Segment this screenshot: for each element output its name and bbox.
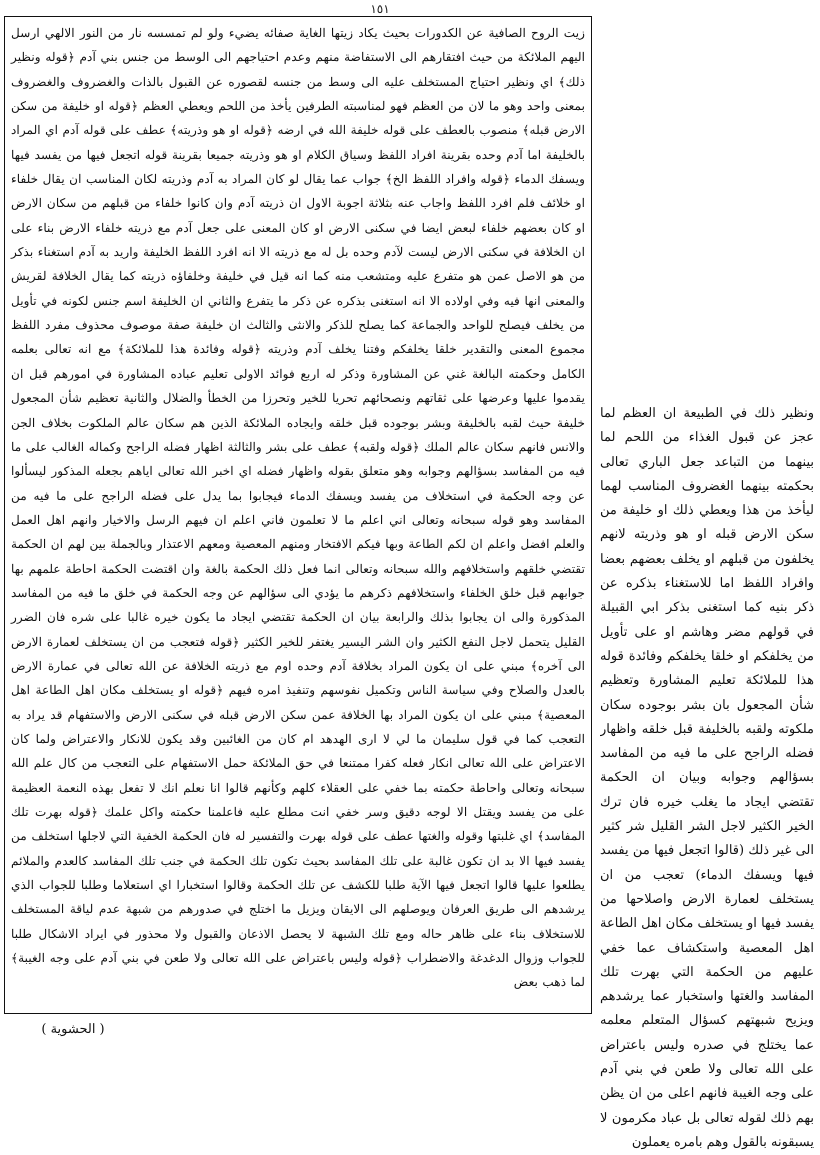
commentary-frame — [4, 16, 592, 1014]
margin-note-text: ونظير ذلك في الطبيعة ان العظم لما عجز عن قبول الغذاء من اللحم لما بينهما من التباعد جعل الباري تعالى بحكمته بينهما الغضروف المناسب لهما ليأخذ من هذا ويعطي ذلك او خليفة من سكن الارض قبله او هو وذريته لانهم يخلفون من قبلهم او يخلف بعضهم بعضا وافراد اللفظ اما للاستغناء بذكره عن ذكر بنيه كما استغنى بذكر ابي القبيلة في قولهم مضر وهاشم او على تأويل من يخلفكم او خلقا يخلفكم وفائدة قوله هذا للملائكة تعليم المشاورة وتعظيم شأن المجعول بان بشر بوجوده سكان ملكوته ولقبه بالخليفة قبل خلقه واظهار فضله الراجح على ما فيه من المفاسد بسؤالهم وجوابه وبيان ان الحكمة تقتضي ايجاد ما يغلب خيره فان ترك الخير الكثير لاجل الشر القليل شر كثير الى غير ذلك (قالوا اتجعل فيها من يفسد فيها ويسفك الدماء) تعجب من ان يستخلف لعمارة الارض واصلاحها من يفسد فيها او يستخلف مكان اهل الطاعة اهل المعصية واستكشاف عما خفي عليهم من الحكمة التي بهرت تلك المفاسد والغتها واستخبار عما يرشدهم ويزيح شبهتهم كسؤال المتعلم معلمه عما يختلج في صدره وليس باعتراض على الله تعالى ولا طعن في بني آدم على وجه الغيبة فانهم اعلى من ان يظن بهم ذلك لقوله تعالى بل عباد مكرمون لا يسبقونه بالقول وهم بامره يعملون — [600, 406, 814, 1150]
margin-note-column — [600, 402, 814, 1155]
catchword-footer: ( الحشوية ) — [41, 1022, 105, 1037]
commentary-text: زيت الروح الصافية عن الكدورات بحيث يكاد زيتها الغاية صفائه يضيء ولو لم تمسسه نار من النور الالهي ارسل اليهم الملائكة من حيث افتقارهم الى الاستفاضة منهم وعدم احتياجهم الى الوسط من جنس بني آدم ﴿قوله ونظير ذلك﴾ اي ونظير احتياج المستخلف عليه الى وسط من جنسه لقصوره عن القبول بالذات والغضروف والغضروف بمعنى واحد وهو ما لان من العظم فهو لمناسبته الطرفين يأخذ من اللحم ويعطي العظم ﴿قوله او خليفة من سكن الارض قبله﴾ منصوب بالعطف على قوله خليفة الله في ارضه ﴿قوله او هو وذريته﴾ عطف على قوله آدم اي المراد بالخليفة اما آدم وحده بقرينة افراد اللفظ وسياق الكلام او هو وذريته جميعا بقرينة قوله اتجعل فيها من يفسد فيها ويسفك الدماء ﴿قوله وافراد اللفظ الخ﴾ جواب عما يقال لو كان المراد به آدم وذريته لكان المناسب ان يقال خلفاء او خلائف فلم افرد اللفظ واجاب عنه بثلاثة اجوبة الاول ان ذريته آدم وان كانوا خلفاء من قبلهم من سكان الارض او كان بعضهم خلفاء لبعض ايضا في سكنى الارض او كان المعنى على جعل آدم مع ذريته خلفاء الارض بناء على ان الخلافة في سكنى الارض ليست لآدم وحده بل له مع ذريته الا انه افرد اللفظ الخليفة واريد به آدم استغناء بذكر من هو الاصل عمن هو متفرع عليه ومتشعب منه كما انه قيل في خليفة وخلفاؤه ذريته كما يقال الخلافة لقريش والمعنى انها فيه وفي اولاده الا انه استغنى بذكره عن ذكر ما يتفرع والثاني ان الخليفة اسم جنس لكونه في تأويل من يخلف فيصلح للواحد والجماعة كما يصلح للذكر والانثى والثالث ان خليفة صفة موصوف محذوف مفرد اللفظ مجموع المعنى والتقدير خلقا يخلفكم وفتنا يخلف آدم وذريته ﴿قوله وفائدة هذا للملائكة﴾ مع انه تعالى بعلمه الكامل وحكمته البالغة غني عن المشاورة وذكر له اربع فوائد الاولى تعليم عباده المشاورة في امورهم قبل ان يقدموا عليها وعرضها على ثقاتهم ونصحائهم تحريا للخير وتحرزا من الخطأ والضلال والثانية تعظيم شأن المجعول خليفة حيث لقبه بالخليفة وبشر بوجوده قبل خلقه وايجاده الملائكة الذين هم سكان عالم الملكوت بخلاف الجن والانس فانهم سكان عالم الملك ﴿قوله ولقبه﴾ عطف على بشر والثالثة اظهار فضله الراجح وكماله الغالب على ما فيه من المفاسد بسؤالهم وجوابه وهو متعلق بقوله واظهار فضله اي اخبر الله تعالى اياهم بجعله المذكور ليسألوا عن وجه الحكمة في استخلاف من يفسد ويسفك الدماء فيجابوا بما يدل على فضله الراجح على ما فيه من المفاسد وهو قوله سبحانه وتعالى اني اعلم ما لا تعلمون فاني اعلم ان فيهم الرسل والاخيار وانهم اهل العمل والعلم افضل واعلم ان لكم الطاعة وبها فيكم الافتخار ومنهم المعصية ومعهم الاعتذار وبالجملة بين لهم ان الحكمة تقتضي خلقهم واستخلافهم والله سبحانه وتعالى انما فعل ذلك الحكمة بالغة وان اقتضت الحكمة احاطة علمهم بها جوابهم قبل خلق الخلفاء واستخلافهم ذكرهم ما يؤدي الى سؤالهم عن وجه الحكمة في خلق ما فيه من المفاسد المذكورة والى ان يجابوا بذلك والرابعة بيان ان الحكمة تقتضي ايجاد ما يكون خيره غالبا على شره فان الضرر القليل يتحمل لاجل النفع الكثير وان الشر اليسير يغتفر للخير الكثير ﴿قوله فتعجب من ان يستخلف لعمارة الارض الى آخره﴾ مبني على ان يكون المراد بخلافة آدم وحده اوم مع ذريته الخلافة عن الله تعالى في عمارة الارض بالعدل والصلاح وفي سياسة الناس وتكميل نفوسهم وتنفيذ امره فيهم ﴿قوله او يستخلف مكان اهل الطاعة اهل المعصية﴾ مبني على ان يكون المراد بها الخلافة عمن سكن الارض قبله في سكنى الارض والاستفهام قد يراد به التعجب كما في قول سليمان ما لي لا ارى الهدهد ام كان من الغائبين وقد يكون للانكار والاعتراض ولما كان الاعتراض على الله تعالى انكار فعله كفرا ممتنعا في حق الملائكة حمل الاستفهام على التعجب من كال علم الله سبحانه وتعالى واحاطة حكمته بما خفي على العقلاء كلهم وكأنهم قالوا انا نعلم انك لا تفعل بهذه النعمة العظيمة على من يفسد ويقتل الا لوجه دقيق وسر خفي انت مطلع عليه فاعلمنا حكمته واكل علمك ﴿قوله بهرت تلك المفاسد﴾ اي غلبتها وقوله والغتها عطف على قوله بهرت والتفسير له فان الحكمة الخفية التي لاجلها استخلف من يفسد فيها الا بد ان تكون غالبة على تلك المفاسد بحيث تكون تلك الحكمة في جنب تلك المفاسد كالعدم والملائم يطلعوا عليها قالوا اتجعل فيها الآية طلبا للكشف عن تلك الحكمة وقالوا استخبارا اي استعلاما وطلبا للجواب الذي يرشدهم الى طريق العرفان ويوصلهم الى الايقان ويزيل ما اختلج في صدورهم من شبهة عدم لياقة المستخلف للاستخلاف بناء على ظاهر حاله ومع تلك الشبهة لا يحصل الاذعان والقبول ولا محذور في ايراد الاشكال طلبا للجواب وزوال الدغدغة والاضطراب ﴿قوله وليس باعتراض على الله تعالى ولا طعن في بني آدم على وجه الغيبة﴾ لما ذهب بعض — [11, 26, 585, 990]
page-number: ١٥١ — [370, 2, 390, 14]
